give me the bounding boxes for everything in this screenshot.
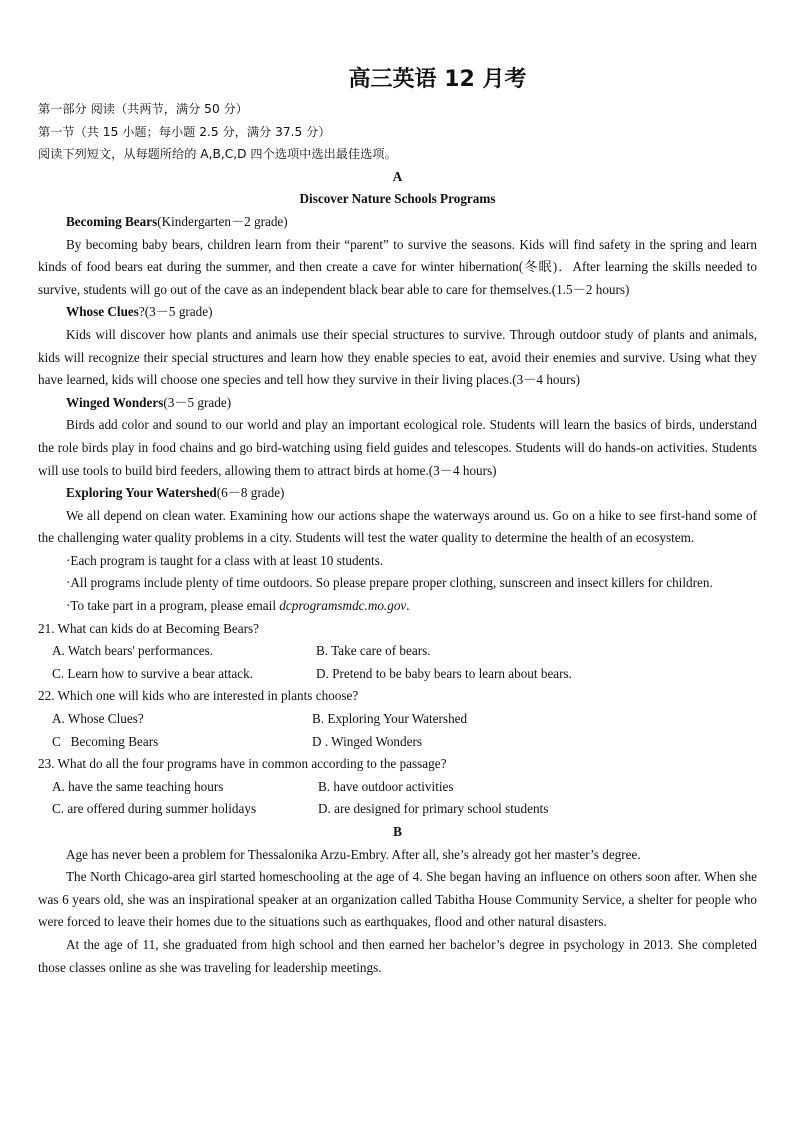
- question-options: [38, 731, 757, 754]
- option-b: B. Exploring Your Watershed: [312, 711, 468, 727]
- question-options: [38, 776, 757, 799]
- option-c: C. Learn how to survive a bear attack.: [52, 665, 254, 681]
- program-note: ·All programs include plenty of time outdoors. So please prepare proper clothing, sunscreen and insect killers for children.: [66, 575, 713, 591]
- passage-a-label: A: [392, 168, 403, 184]
- option-b: B. have outdoor activities: [318, 778, 454, 794]
- program-note-email: [38, 595, 757, 618]
- email-prefix: ·To take part in a program, please email: [66, 598, 280, 614]
- passage-b-paragraph: The North Chicago-area girl started homeschooling at the age of 4. She began having an influence on others soon after. When she was 6 years old, she was an inspirational speaker at an organization called Tabitha House Community Service, a shelter for people who were forced to leave their homes due to the situations such as earthquakes, flood and other natural disasters.: [38, 869, 757, 930]
- option-b: B. Take care of bears.: [316, 643, 431, 659]
- option-c: C Becoming Bears: [52, 733, 159, 749]
- option-c: C. are offered during summer holidays: [52, 801, 257, 817]
- program-name: Whose Clues: [66, 304, 139, 320]
- program-grade: ?(3－5 grade): [138, 304, 213, 320]
- page-title: 高三英语 12 月考: [348, 67, 527, 92]
- option-a: A. Whose Clues?: [52, 711, 144, 727]
- program-description: Birds add color and sound to our world and play an important ecological role. Students will learn the basics of birds, understand the role birds play in food chains and go bird-watching using field guides and telescopes. Students will do hands-on activities. Students will use tools to build bird feeders, allowing them to attract birds at home.(3－4 hours): [38, 417, 757, 478]
- program-description: Kids will discover how plants and animals use their special structures to survive. Through outdoor study of plants and animals, kids will recognize their special structures and learn how they enable species to eat, avoid their enemies and survive. Using what they have learned, kids will choose one species and tell how they survive in their living places.(3－4 hours): [38, 326, 757, 388]
- option-d: D . Winged Wonders: [312, 733, 422, 749]
- passage-b-label: B: [393, 824, 402, 839]
- section-header: 第一部分 阅读（共两节，满分 50 分）: [38, 102, 248, 116]
- passage-b-paragraph: Age has never been a problem for Thessalonika Arzu-Embry. After all, she’s already got her master’s degree.: [66, 846, 641, 862]
- question-options: [38, 640, 757, 663]
- program-heading: [38, 301, 757, 324]
- program-description: By becoming baby bears, children learn from their “parent” to survive the seasons. Kids will find safety in the spring and learn kinds of food bears eat during the summer, and then create a cave for winter hibernation(冬眠)．After learning the skills needed to survive, students will go out of the cave as an independent black bear able to care for themselves.(1.5－2 hours): [38, 236, 757, 297]
- passage-a-title: Discover Nature Schools Programs: [299, 191, 496, 207]
- program-heading: [38, 392, 757, 415]
- instructions: 阅读下列短文，从每题所给的 A,B,C,D 四个选项中选出最佳选项。: [38, 147, 397, 162]
- email-address: dcprogramsmdc.mo.gov: [279, 598, 407, 614]
- question-stem: 22. Which one will kids who are interested in plants choose?: [38, 688, 359, 704]
- question-stem: 23. What do all the four programs have in common according to the passage?: [38, 756, 447, 772]
- option-d: D. are designed for primary school students: [318, 801, 549, 817]
- program-grade: (Kindergarten－2 grade): [157, 213, 288, 229]
- email-suffix: .: [406, 598, 410, 614]
- program-name: Exploring Your Watershed: [66, 485, 217, 501]
- passage-b-paragraph: At the age of 11, she graduated from high school and then earned her bachelor’s degree in psychology in 2013. She completed those classes online as she was traveling for leadership meetings.: [38, 936, 757, 975]
- question-options: [38, 663, 757, 686]
- program-grade: (6－8 grade): [216, 485, 285, 501]
- option-d: D. Pretend to be baby bears to learn about bears.: [316, 665, 572, 681]
- program-note: ·Each program is taught for a class with at least 10 students.: [66, 552, 384, 568]
- program-grade: (3－5 grade): [163, 394, 232, 410]
- program-name: Winged Wonders: [66, 394, 164, 410]
- program-heading: [38, 482, 757, 505]
- subsection-header: 第一节（共 15 小题；每小题 2.5 分，满分 37.5 分）: [38, 124, 331, 139]
- question-options: [38, 798, 757, 821]
- question-stem: 21. What can kids do at Becoming Bears?: [38, 620, 259, 636]
- program-heading: [38, 211, 757, 234]
- program-description: We all depend on clean water. Examining how our actions shape the waterways around us. Go on a hike to see first-hand some of the challenging water quality problems in a city. Students will test the water quality to determine the health of an ecosystem.: [38, 507, 757, 546]
- exam-page: [38, 62, 757, 979]
- option-a: A. Watch bears' performances.: [52, 643, 214, 659]
- option-a: A. have the same teaching hours: [52, 778, 224, 794]
- program-name: Becoming Bears: [66, 213, 158, 229]
- question-options: [38, 708, 757, 731]
